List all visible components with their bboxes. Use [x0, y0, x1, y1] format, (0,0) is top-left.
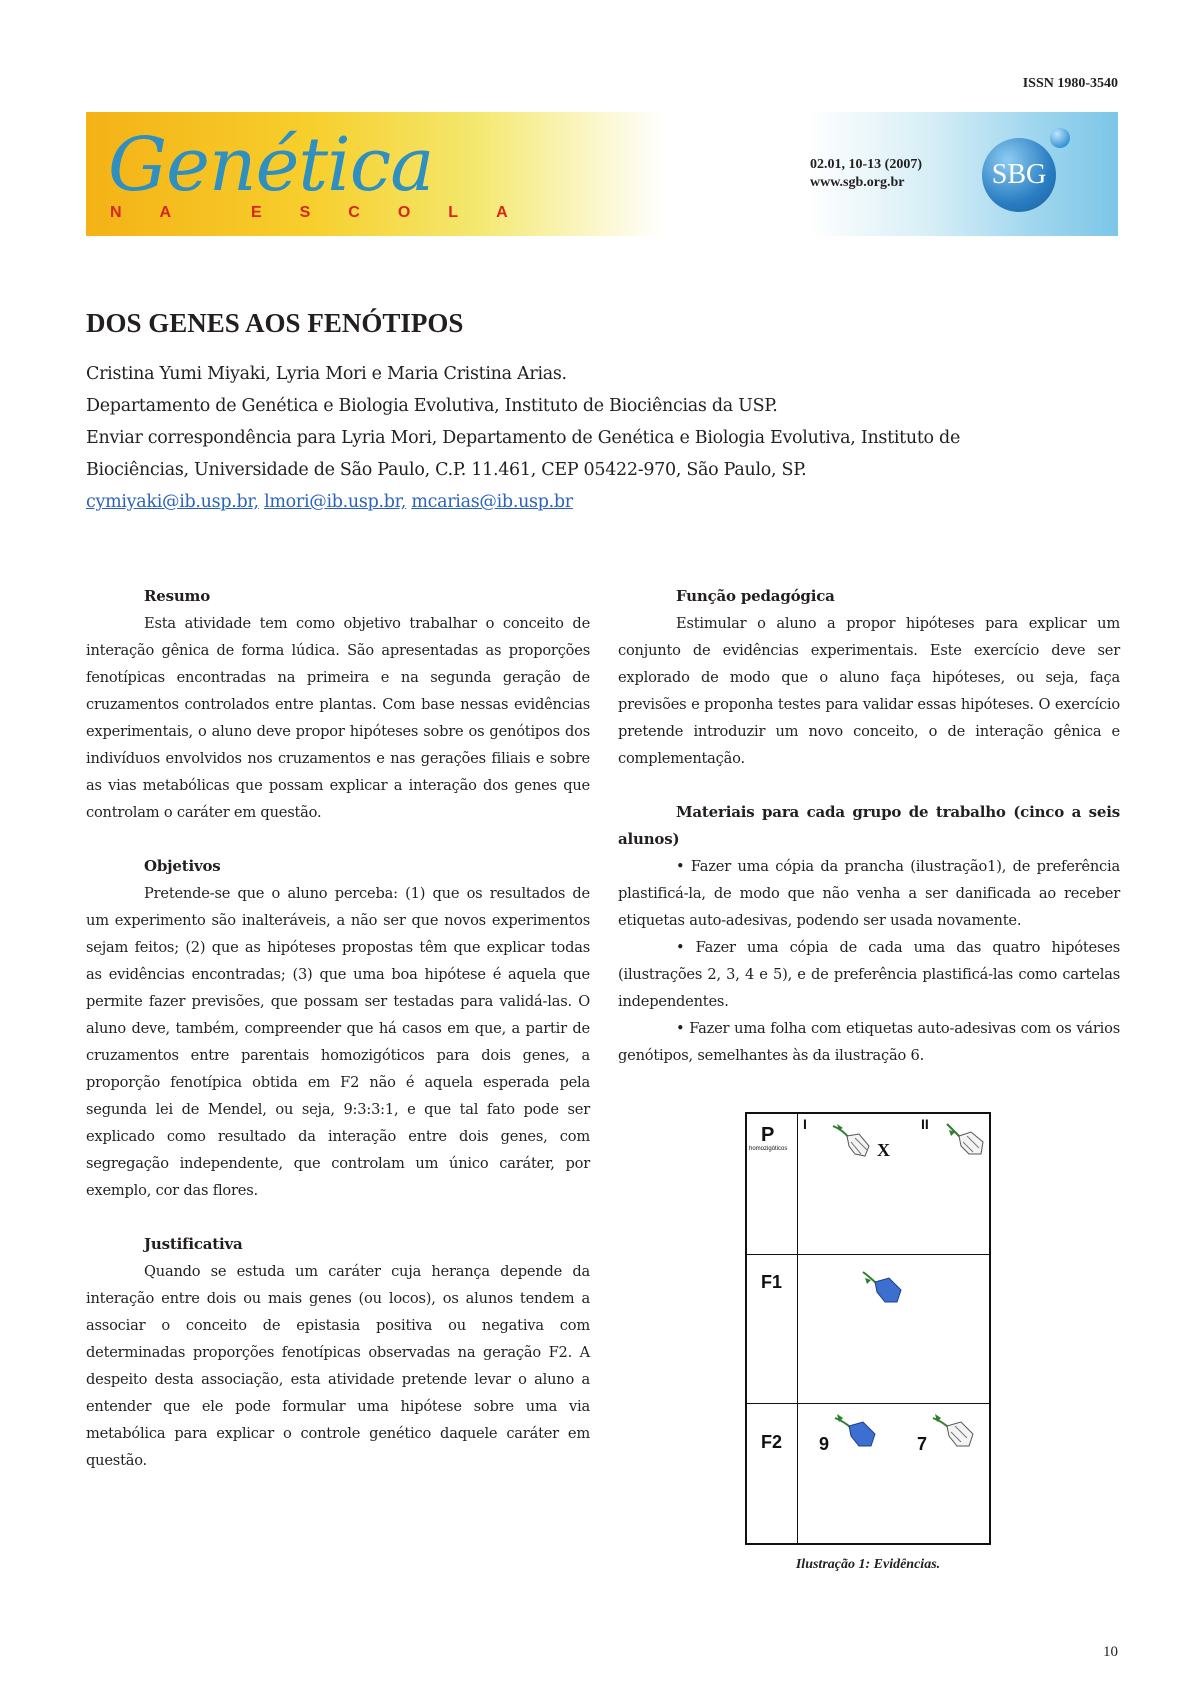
- society-logo: SBG: [982, 138, 1056, 212]
- email-link[interactable]: cymiyaki@ib.usp.br,: [86, 492, 259, 512]
- illustration-evidences: [745, 1112, 991, 1545]
- email-link[interactable]: mcarias@ib.usp.br: [411, 492, 573, 512]
- article-meta: [86, 358, 1126, 518]
- issn: ISSN 1980-3540: [1022, 76, 1118, 91]
- blue-flower-icon: [859, 1266, 907, 1310]
- volume-info: 02.01, 10-13 (2007): [810, 157, 922, 172]
- journal-logo-subtitle: NA ESCOLA: [110, 204, 546, 221]
- emails: [86, 486, 1126, 518]
- row-label-p: P: [761, 1124, 775, 1146]
- cross-symbol: X: [877, 1140, 890, 1160]
- row-label-f2: F2: [761, 1432, 783, 1452]
- section-heading-objetivos: Objetivos: [144, 857, 221, 875]
- section-text-resumo: Esta atividade tem como objetivo trabalhar o conceito de interação gênica de forma lúdica. São apresentadas as proporções fenotípicas encontradas na primeira e na segunda geração de cruzamentos controlados entre plantas. Com base nessas evidências experimentais, o aluno deve propor hipóteses sobre os genótipos dos indivíduos envolvidos nos cruzamentos e nas gerações filiais e sobre as vias metabólicas que possam explicar a interação dos genes que controlam o caráter em questão.: [86, 615, 590, 821]
- f2-white-count: 7: [917, 1434, 928, 1454]
- section-heading-justificativa: Justificativa: [144, 1235, 243, 1253]
- figure-divider: [747, 1254, 989, 1255]
- section-text-funcao: Estimular o aluno a propor hipóteses para explicar um conjunto de evidências experimentais. Este exercício deve ser explorado de modo que o aluno faça hipóteses, ou seja, faça previsões e proponha testes para validar essas hipóteses. O exercício pretende introduzir um novo conceito, o de interação gênica e complementação.: [618, 615, 1120, 767]
- section-heading-materiais: Materiais para cada grupo de trabalho (cinco a seis alunos): [618, 803, 1120, 848]
- affiliation: Departamento de Genética e Biologia Evolutiva, Instituto de Biociências da USP.: [86, 396, 778, 416]
- row-label-p-note: homozigóticos: [749, 1146, 788, 1152]
- section-heading-funcao: Função pedagógica: [676, 587, 835, 605]
- section-text-objetivos: Pretende-se que o aluno perceba: (1) que os resultados de um experimento são inalteráveis, a não ser que novos experimentos sejam feitos; (2) que as hipóteses propostas têm que explicar todas as evidências encontradas; (3) que uma boa hipótese é aquela que permite fazer previsões, que possam ser testadas para validá-las. O aluno deve, também, compreender que há casos em que, a partir de cruzamentos entre parentais homozigóticos para dois genes, a proporção fenotípica obtida em F2 não é aquela esperada pela segunda lei de Mendel, ou seja, 9:3:3:1, e que tal fato pode ser explicado como resultado da interação entre dois genes, com segregação independente, que controlam um único caráter, por exemplo, cor das flores.: [86, 885, 590, 1199]
- website: www.sgb.org.br: [810, 175, 905, 190]
- materials-item: • Fazer uma cópia da prancha (ilustração1), de preferência plastificá-la, de modo que não venha a ser danificada ao receber etiquetas auto-adesivas, podendo ser usada novamente.: [618, 858, 1120, 929]
- correspondence-line-1: Enviar correspondência para Lyria Mori, Departamento de Genética e Biologia Evolutiva, Instituto de: [86, 428, 961, 448]
- right-column: [618, 583, 1120, 1069]
- white-flower-icon: [943, 1120, 991, 1164]
- section-heading-resumo: Resumo: [144, 587, 211, 605]
- figure-caption: Ilustração 1: Evidências.: [795, 1557, 941, 1572]
- article-title: DOS GENES AOS FENÓTIPOS: [86, 308, 464, 338]
- journal-banner: [86, 112, 1118, 236]
- journal-info: [810, 156, 922, 192]
- blue-flower-icon: [833, 1410, 881, 1454]
- section-text-justificativa: Quando se estuda um caráter cuja herança depende da interação entre dois ou mais genes (ou locos), os alunos tendem a associar o conceito de epistasia positiva ou negativa com determinadas proporções fenotípicas observadas na geração F2. A despeito desta associação, esta atividade pretende levar o aluno a entender que ele pode formular uma hipótese sobre uma via metabólica para explicar o controle genético daquele caráter em questão.: [86, 1263, 590, 1469]
- email-link[interactable]: lmori@ib.usp.br,: [264, 492, 407, 512]
- parent-label-i: I: [803, 1116, 807, 1132]
- f2-blue-count: 9: [819, 1434, 830, 1454]
- journal-logo-title: Genética: [108, 122, 434, 208]
- authors: Cristina Yumi Miyaki, Lyria Mori e Maria Cristina Arias.: [86, 364, 567, 384]
- correspondence-line-2: Biociências, Universidade de São Paulo, C.P. 11.461, CEP 05422-970, São Paulo, SP.: [86, 460, 807, 480]
- figure-divider: [747, 1403, 989, 1404]
- materials-item: • Fazer uma folha com etiquetas auto-adesivas com os vários genótipos, semelhantes às da ilustração 6.: [618, 1020, 1120, 1064]
- white-flower-icon: [829, 1120, 877, 1164]
- left-column: [86, 583, 590, 1501]
- white-flower-icon: [931, 1410, 979, 1454]
- materials-item: • Fazer uma cópia de cada uma das quatro hipóteses (ilustrações 2, 3, 4 e 5), e de preferência plastificá-las como cartelas independentes.: [618, 939, 1120, 1010]
- figure-divider: [797, 1114, 798, 1543]
- logo-dot: [1050, 128, 1070, 148]
- page-number: 10: [1103, 1644, 1118, 1660]
- parent-label-ii: II: [921, 1116, 929, 1132]
- row-label-f1: F1: [761, 1272, 783, 1292]
